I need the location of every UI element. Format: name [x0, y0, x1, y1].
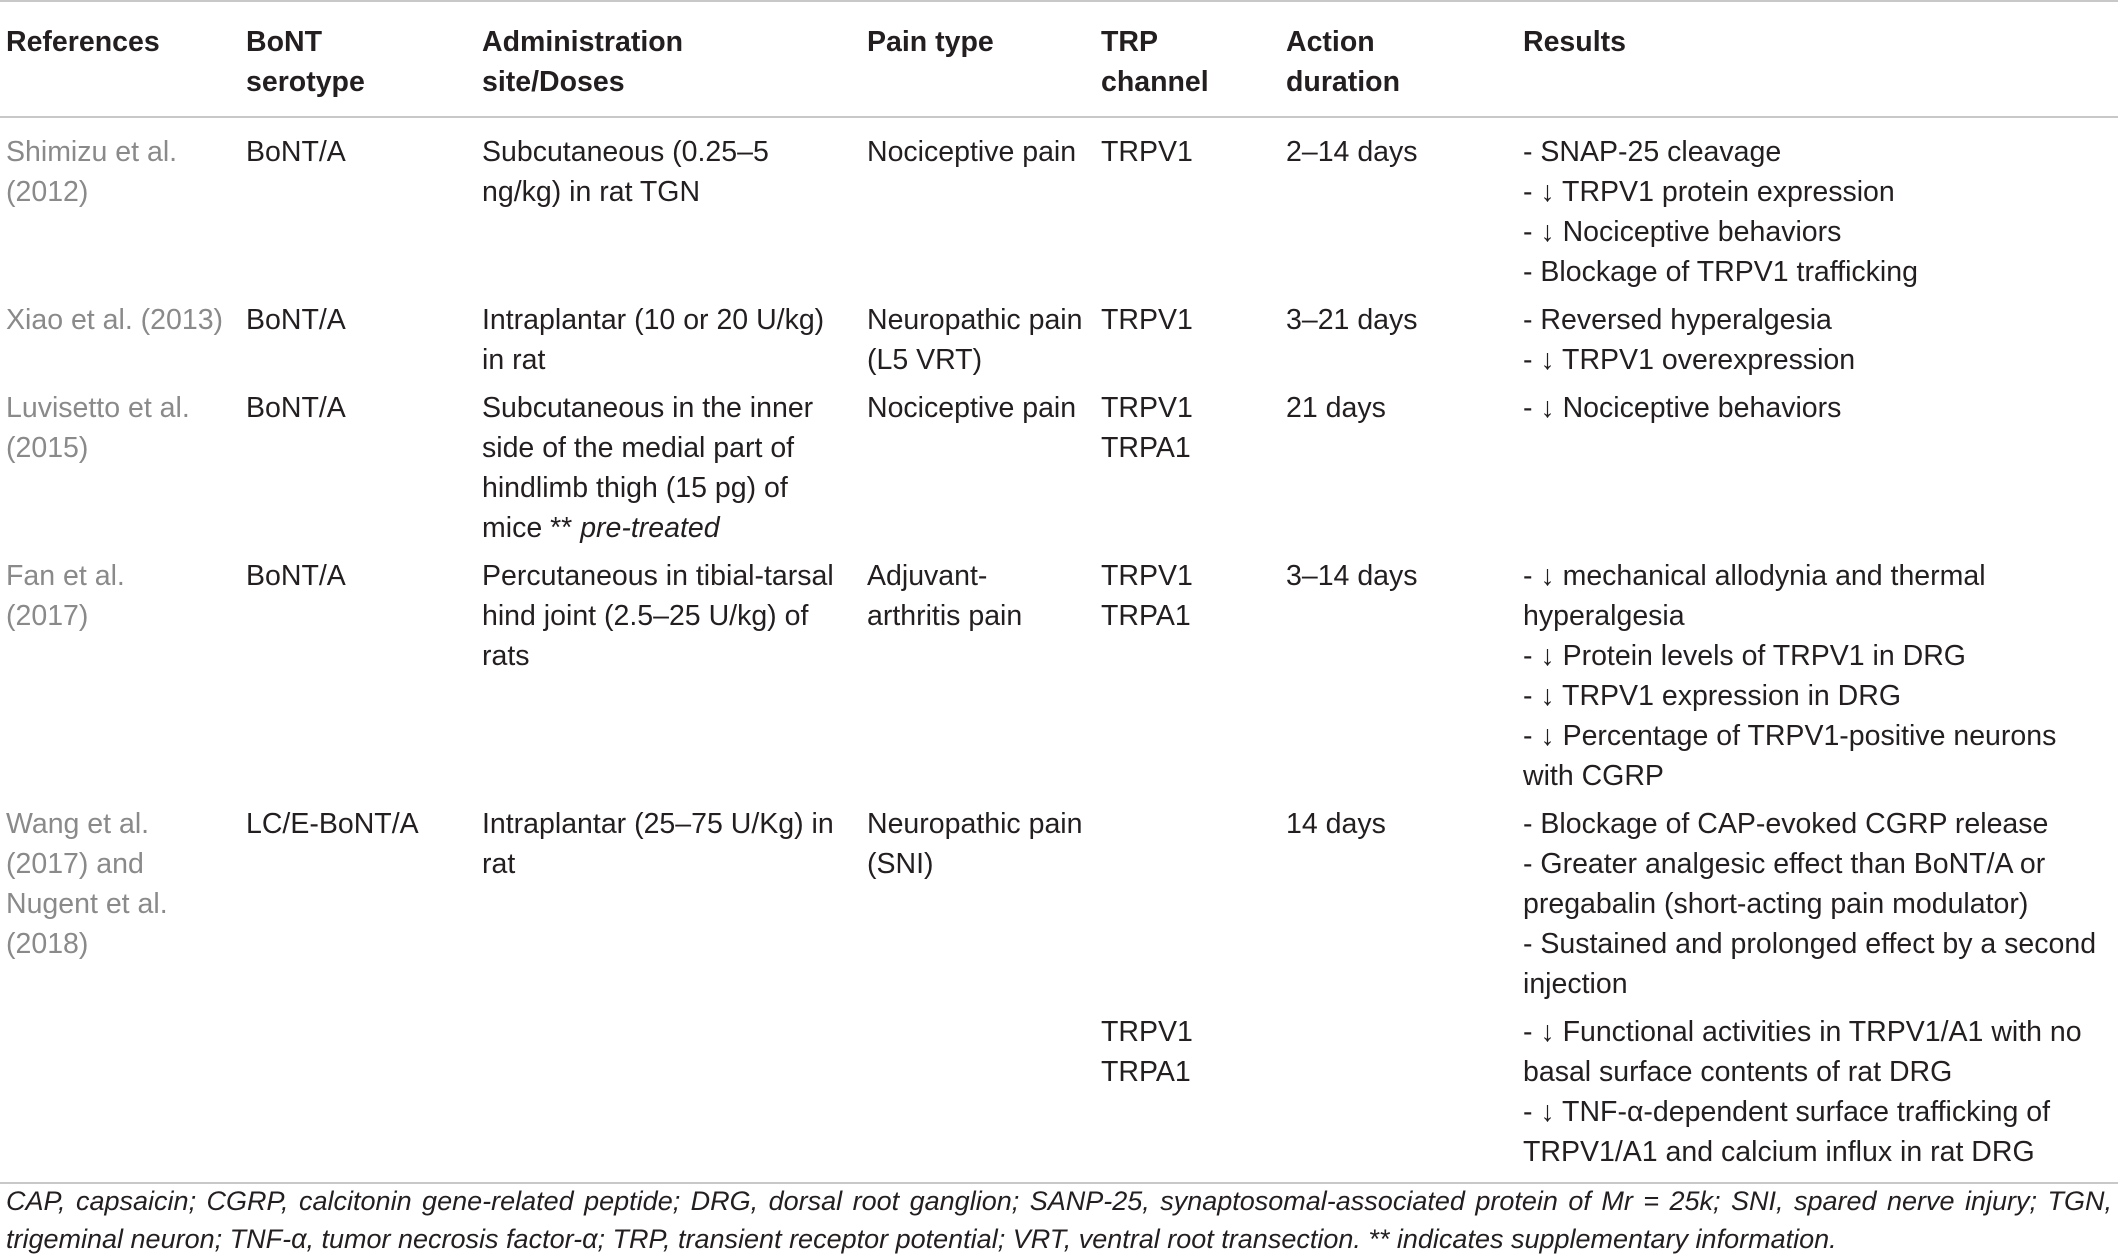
serotype-cell: BoNT/A: [246, 304, 346, 336]
result-item: - Blockage of CAP-evoked CGRP release: [1523, 808, 2049, 840]
result-item: - Reversed hyperalgesia: [1523, 304, 1832, 336]
trp-cell: [1095, 296, 1280, 384]
trp-cell: [1095, 800, 1280, 1008]
result-item: - ↓ Protein levels of TRPV1 in DRG: [1523, 640, 1966, 672]
results-cell: [1517, 117, 2118, 296]
duration-cell: 3–14 days: [1286, 560, 1418, 592]
pain-cell: [861, 1008, 1095, 1183]
serotype-cell: BoNT/A: [246, 560, 346, 592]
duration-cell: 14 days: [1286, 808, 1386, 840]
serotype-cell: BoNT/A: [246, 136, 346, 168]
header-references: References: [6, 26, 160, 58]
admin-cell: Intraplantar (25–75 U/Kg) in rat: [482, 808, 834, 880]
pain-cell: Adjuvant-arthritis pain: [867, 560, 1023, 632]
duration-cell: [1280, 1008, 1517, 1183]
results-cell: [1517, 552, 2118, 800]
table-row: [0, 117, 2118, 296]
trp-channel: TRPV1: [1101, 560, 1193, 592]
results-cell: [1517, 1008, 2118, 1183]
trp-channel: TRPV1: [1101, 304, 1193, 336]
pain-cell: Neuropathic pain (SNI): [867, 808, 1083, 880]
table-row: [0, 296, 2118, 384]
result-item: - Greater analgesic effect than BoNT/A or pregabalin (short-acting pain modulator): [1523, 848, 2046, 920]
pain-cell: Nociceptive pain: [867, 392, 1077, 424]
results-cell: [1517, 296, 2118, 384]
result-item: - ↓ TRPV1 expression in DRG: [1523, 680, 1902, 712]
trp-channel: TRPA1: [1101, 432, 1191, 464]
trp-channel: TRPV1: [1101, 136, 1193, 168]
reference-cell: Fan et al. (2017): [6, 560, 125, 632]
result-item: - ↓ Nociceptive behaviors: [1523, 392, 1842, 424]
pain-cell: Neuropathic pain (L5 VRT): [867, 304, 1083, 376]
admin-cell: Percutaneous in tibial-tarsal hind joint (2.5–25 U/kg) of rats: [482, 560, 834, 672]
trp-channel: TRPA1: [1101, 600, 1191, 632]
duration-cell: 3–21 days: [1286, 304, 1418, 336]
pain-cell: Nociceptive pain: [867, 136, 1077, 168]
table-row: [0, 800, 2118, 1008]
result-item: - ↓ mechanical allodynia and thermal hyperalgesia: [1523, 560, 1986, 632]
admin-text: Subcutaneous in the inner side of the medial part of hindlimb thigh (15 pg) of mice **: [482, 392, 814, 544]
result-item: - Sustained and prolonged effect by a second injection: [1523, 928, 2097, 1000]
header-results: Results: [1523, 26, 1626, 58]
trp-cell: [1095, 552, 1280, 800]
results-cell: [1517, 800, 2118, 1008]
header-admin: Administration site/Doses: [482, 26, 684, 98]
admin-cell: Intraplantar (10 or 20 U/kg) in rat: [482, 304, 825, 376]
reference-cell: Wang et al. (2017) and Nugent et al. (2018): [6, 808, 168, 960]
trp-channel: TRPV1: [1101, 1016, 1193, 1048]
table-footnote: CAP, capsaicin; CGRP, calcitonin gene-related peptide; DRG, dorsal root ganglion; SANP-25, synaptosomal-associated protein of Mr = 25k; SNI, spared nerve injury; TGN, trigeminal neuron; TNF-α, tumor necrosis factor-α; TRP, transient receptor potential; VRT, ventral root transection. ** indicates supplementary information.: [6, 1186, 2112, 1254]
reference-cell: Shimizu et al. (2012): [6, 136, 178, 208]
table-row: [0, 1008, 2118, 1183]
serotype-cell: LC/E-BoNT/A: [246, 808, 419, 840]
admin-cell: [476, 1008, 861, 1183]
header-serotype: BoNT serotype: [246, 26, 365, 98]
table-row: [0, 552, 2118, 800]
result-item: - ↓ Functional activities in TRPV1/A1 with no basal surface contents of rat DRG: [1523, 1016, 2082, 1088]
result-item: - ↓ TRPV1 protein expression: [1523, 176, 1895, 208]
table-row: [0, 384, 2118, 552]
results-cell: [1517, 384, 2118, 552]
duration-cell: 2–14 days: [1286, 136, 1418, 168]
trp-channel: TRPV1: [1101, 392, 1193, 424]
result-item: - SNAP-25 cleavage: [1523, 136, 1782, 168]
admin-cell: Subcutaneous (0.25–5 ng/kg) in rat TGN: [482, 136, 769, 208]
result-item: - ↓ TNF-α-dependent surface trafficking of TRPV1/A1 and calcium influx in rat DRG: [1523, 1096, 2051, 1168]
reference-cell: Luvisetto et al. (2015): [6, 392, 190, 464]
admin-note: pre-treated: [580, 512, 720, 544]
serotype-cell: BoNT/A: [246, 392, 346, 424]
trp-cell: [1095, 384, 1280, 552]
trp-channel: TRPA1: [1101, 1056, 1191, 1088]
result-item: - ↓ Percentage of TRPV1-positive neurons with CGRP: [1523, 720, 2057, 792]
result-item: - ↓ TRPV1 overexpression: [1523, 344, 1856, 376]
result-item: - ↓ Nociceptive behaviors: [1523, 216, 1842, 248]
header-pain: Pain type: [867, 26, 994, 58]
serotype-cell: [240, 1008, 476, 1183]
header-row: [0, 1, 2118, 117]
header-duration: Action duration: [1286, 26, 1400, 98]
trp-cell: [1095, 117, 1280, 296]
result-item: - Blockage of TRPV1 trafficking: [1523, 256, 1918, 288]
reference-cell: Xiao et al. (2013): [6, 304, 224, 336]
admin-cell: [476, 384, 861, 552]
duration-cell: 21 days: [1286, 392, 1386, 424]
header-trp: TRP channel: [1101, 26, 1209, 98]
trp-cell: [1095, 1008, 1280, 1183]
reference-cell: [0, 1008, 240, 1183]
